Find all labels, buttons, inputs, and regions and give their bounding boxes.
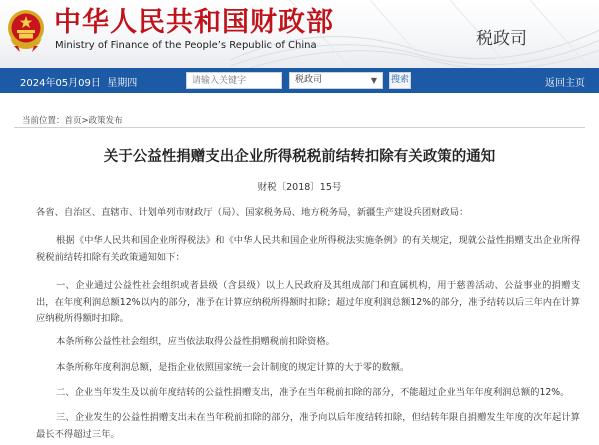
search-scope-select[interactable] — [289, 72, 383, 89]
nav-bar — [0, 68, 599, 93]
national-emblem-icon — [6, 8, 46, 54]
article-paragraph: 三、企业发生的公益性捐赠支出未在当年税前扣除的部分，准予向以后年度结转扣除，但结转年限自捐赠发生年度的次年起计算最长不得超过三年。 — [36, 412, 580, 440]
ministry-name-en: Ministry of Finance of the People’s Republic of China — [55, 40, 317, 51]
search-scope-value: 税政司 — [295, 75, 323, 85]
weekday-text: 星期四 — [107, 78, 138, 89]
breadcrumb-separator: > — [81, 116, 89, 126]
article-title: 关于公益性捐赠支出企业所得税税前结转扣除有关政策的通知 — [103, 149, 496, 165]
current-date — [20, 74, 137, 89]
article-paragraph: 根据《中华人民共和国企业所得税法》和《中华人民共和国企业所得税法实施条例》的有关规定，现就公益性捐赠支出企业所得税税前结转扣除有关政策通知如下： — [36, 235, 580, 263]
breadcrumb-current-link[interactable]: 政策发布 — [88, 116, 123, 126]
breadcrumb-label: 当前位置： — [22, 116, 65, 126]
article-paragraph: 各省、自治区、直辖市、计划单列市财政厅（局）、国家税务局、地方税务局，新疆生产建设兵团财政局： — [36, 207, 469, 218]
date-text: 2024年05月09日 — [20, 78, 101, 89]
article-paragraph: 本条所称年度利润总额，是指企业依照国家统一会计制度的规定计算的大于零的数额。 — [56, 362, 410, 373]
breadcrumb — [22, 114, 123, 126]
ministry-name-cn[interactable]: 中华人民共和国财政部 — [54, 7, 334, 38]
divider — [14, 127, 585, 128]
search-button[interactable]: 搜索 — [389, 72, 411, 89]
article-paragraph: 二、企业当年发生及以前年度结转的公益性捐赠支出，准予在当年税前扣除的部分，不能超过企业当年年度利润总额的12%。 — [56, 387, 570, 398]
search-input[interactable] — [186, 72, 282, 89]
article-paragraph: 一、企业通过公益性社会组织或者县级（含县级）以上人民政府及其组成部门和直属机构，用于慈善活动、公益事业的捐赠支出，在年度利润总额12%以内的部分，准予在计算应纳税所得额时扣除；超过年度利润总额12%的部分，准予结转以后三年内在计算应纳税所得额时扣除。 — [36, 280, 580, 324]
back-home-link[interactable]: 返回主页 — [545, 78, 585, 89]
department-name: 税政司 — [476, 29, 527, 49]
document-number: 财税〔2018〕15号 — [257, 182, 342, 193]
article-paragraph: 本条所称公益性社会组织，应当依法取得公益性捐赠税前扣除资格。 — [56, 336, 335, 347]
site-header — [0, 0, 599, 68]
chevron-down-icon: ▼ — [370, 76, 377, 85]
breadcrumb-home-link[interactable]: 首页 — [64, 116, 82, 126]
